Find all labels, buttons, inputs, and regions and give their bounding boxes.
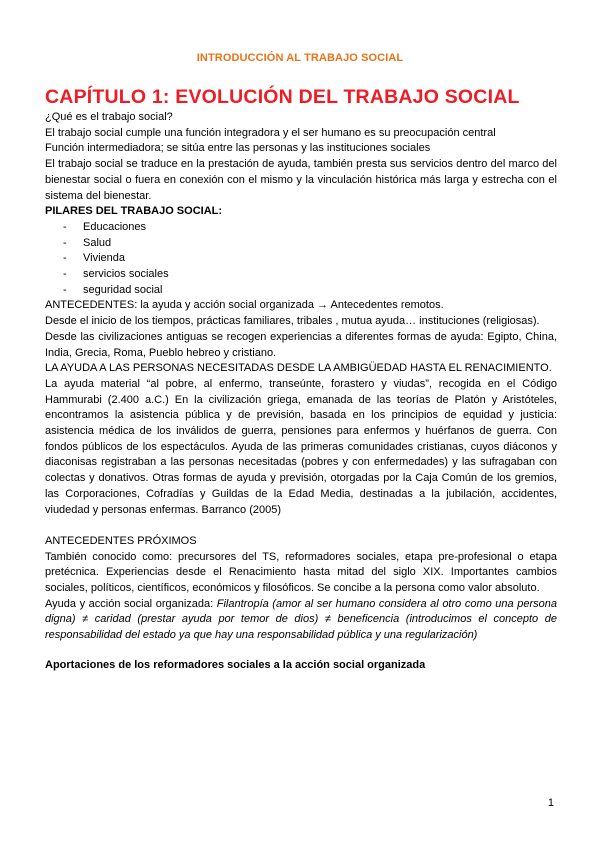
list-item: - Educaciones: [63, 220, 557, 236]
aportaciones-heading: Aportaciones de los reformadores sociales a la acción social organizada: [45, 658, 426, 671]
pilares-heading: PILARES DEL TRABAJO SOCIAL:: [45, 205, 223, 218]
intro-question: ¿Qué es el trabajo social?: [45, 111, 173, 123]
spacer: [45, 518, 557, 534]
intro-line-2: Función intermediadora; se sitúa entre las personas y las instituciones sociales: [45, 142, 431, 155]
spacer: [45, 644, 557, 658]
pilares-list: [45, 220, 557, 299]
proximos-line-1: También conocido como: precursores del TS, reformadores sociales, etapa pre-profesional o etapa pretécnica. Experiencias desde el Renacimiento hasta mitad del siglo XIX. Importantes cambios sociales, políticos, científicos, económicos y filosóficos. Se concibe a la persona como valor absoluto.: [45, 550, 557, 595]
antecedentes-line-3: Desde las civilizaciones antiguas se recogen experiencias a diferentes formas de ayuda: Egipto, China, India, Grecia, Roma, Pueblo hebreo y cristiano.: [45, 330, 557, 359]
page-number: 1: [547, 797, 554, 809]
list-item: - Salud: [63, 236, 557, 252]
proximos-heading: ANTECEDENTES PRÓXIMOS: [45, 534, 197, 547]
running-header: INTRODUCCIÓN AL TRABAJO SOCIAL: [196, 52, 404, 64]
list-item: - Vivienda: [63, 251, 557, 267]
proximos-line-2-prefix: Ayuda y acción social organizada:: [45, 597, 217, 610]
page-content: [45, 85, 557, 674]
list-item: - servicios sociales: [63, 267, 557, 283]
antecedentes-line-4: LA AYUDA A LAS PERSONAS NECESITADAS DESDE LA AMBIGÜEDAD HASTA EL RENACIMIENTO.: [45, 362, 552, 375]
antecedentes-line-1: ANTECEDENTES: la ayuda y acción social organizada → Antecedentes remotos.: [45, 299, 444, 312]
antecedentes-line-5: La ayuda material “al pobre, al enfermo, transeúnte, forastero y viudas”, recogida en el Código Hammurabi (2.400 a.C.) En la civilización griega, emanada de las teorías de Platón y Aristóteles, encontramos la asistencia pública y de previsión, basada en los principios de equidad y justicia: asistencia médica de los inválidos de guerra, pensiones para enfermos y huérfanos de guerra. Con fondos públicos de los espectáculos. Ayuda de las primeras comunidades cristianas, cuyos diáconos y diaconisas registraban a las personas necesitadas (pobres y con enfermedades) y las sufragaban con colectas y donativos. Otras formas de ayuda y previsión, otorgadas por la Caja Común de los gremios, las Corporaciones, Cofradías y Guildas de la Edad Media, destinadas a la jubilación, accidentes, viudedad y personas enfermas. Barranco (2005): [45, 377, 557, 516]
intro-line-1: El trabajo social cumple una función integradora y el ser humano es su preocupación central: [45, 126, 496, 139]
chapter-title: CAPÍTULO 1: EVOLUCIÓN DEL TRABAJO SOCIAL: [45, 86, 520, 108]
proximos-line-2: [45, 597, 557, 644]
list-item: - seguridad social: [63, 283, 557, 299]
intro-line-3: El trabajo social se traduce en la prestación de ayuda, también presta sus servicios dentro del marco del bienestar social o fuera en conexión con el mismo y la vinculación histórica más larga y estrecha con el sistema del bienestar.: [45, 158, 557, 202]
proximos-line-2-italic: Filantropía (amor al ser humano considera al otro como una persona digna) ≠ caridad (prestar ayuda por temor de dios) ≠ beneficencia (introducimos el concepto de responsabilidad del estado ya que hay una responsabilidad pública y una regularización): [45, 597, 557, 642]
antecedentes-line-2: Desde el inicio de los tiempos, prácticas familiares, tribales , mutua ayuda… instituciones (religiosas).: [45, 315, 540, 328]
